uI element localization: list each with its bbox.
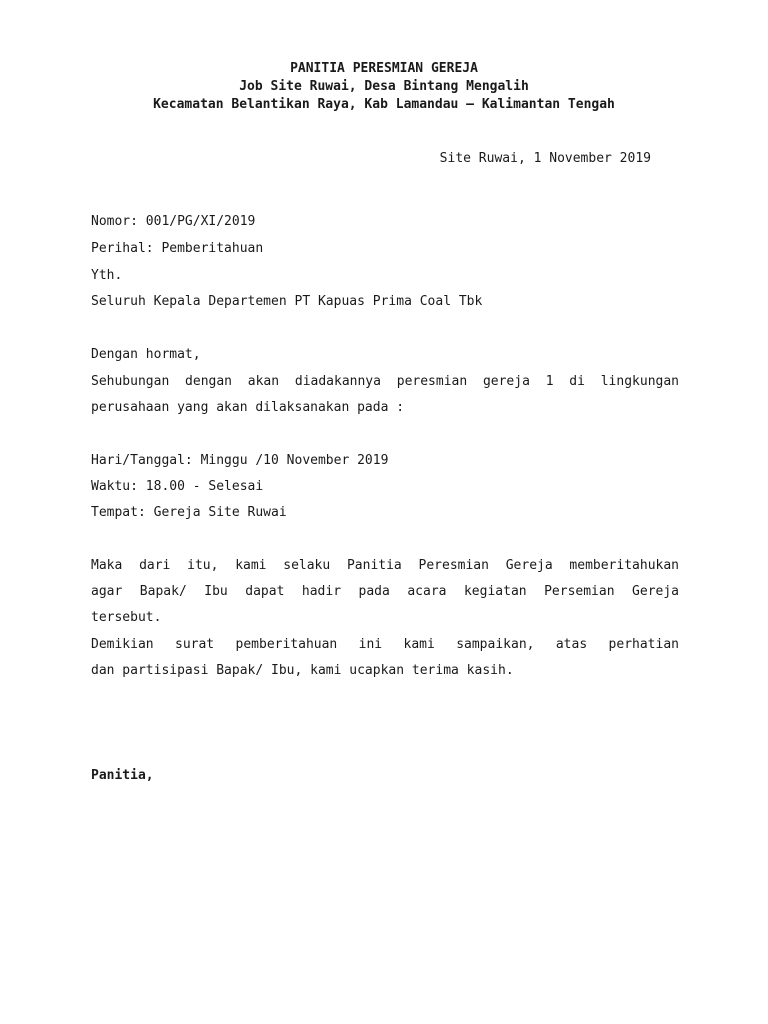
- closing-line-4: Demikian surat pemberitahuan ini kami sampaikan, atas perhatian: [91, 637, 679, 652]
- greeting: Dengan hormat,: [91, 347, 201, 362]
- letter-subject: Perihal: Pemberitahuan: [91, 241, 264, 256]
- recipient: Seluruh Kepala Departemen PT Kapuas Prima Coal Tbk: [91, 294, 483, 309]
- event-place: Tempat: Gereja Site Ruwai: [91, 505, 287, 520]
- closing-line-5: dan partisipasi Bapak/ Ibu, kami ucapkan terima kasih.: [91, 663, 514, 678]
- intro-line-1: Sehubungan dengan akan diadakannya peresmian gereja 1 di lingkungan: [91, 374, 679, 389]
- letter-number: Nomor: 001/PG/XI/2019: [91, 214, 256, 229]
- letter-date: Site Ruwai, 1 November 2019: [439, 151, 651, 166]
- intro-line-2: perusahaan yang akan dilaksanakan pada :: [91, 400, 405, 415]
- closing-line-2: agar Bapak/ Ibu dapat hadir pada acara kegiatan Persemian Gereja: [91, 584, 679, 599]
- closing-line-3: tersebut.: [91, 610, 162, 625]
- event-time: Waktu: 18.00 - Selesai: [91, 479, 264, 494]
- header-address-line2: Kecamatan Belantikan Raya, Kab Lamandau – Kalimantan Tengah: [153, 97, 615, 112]
- salutation-yth: Yth.: [91, 268, 123, 283]
- event-date: Hari/Tanggal: Minggu /10 November 2019: [91, 453, 389, 468]
- header-address-line1: Job Site Ruwai, Desa Bintang Mengalih: [239, 79, 529, 94]
- closing-line-1: Maka dari itu, kami selaku Panitia Peresmian Gereja memberitahukan: [91, 558, 679, 573]
- signature-label: Panitia,: [91, 768, 154, 783]
- header-org-name: PANITIA PERESMIAN GEREJA: [290, 61, 478, 76]
